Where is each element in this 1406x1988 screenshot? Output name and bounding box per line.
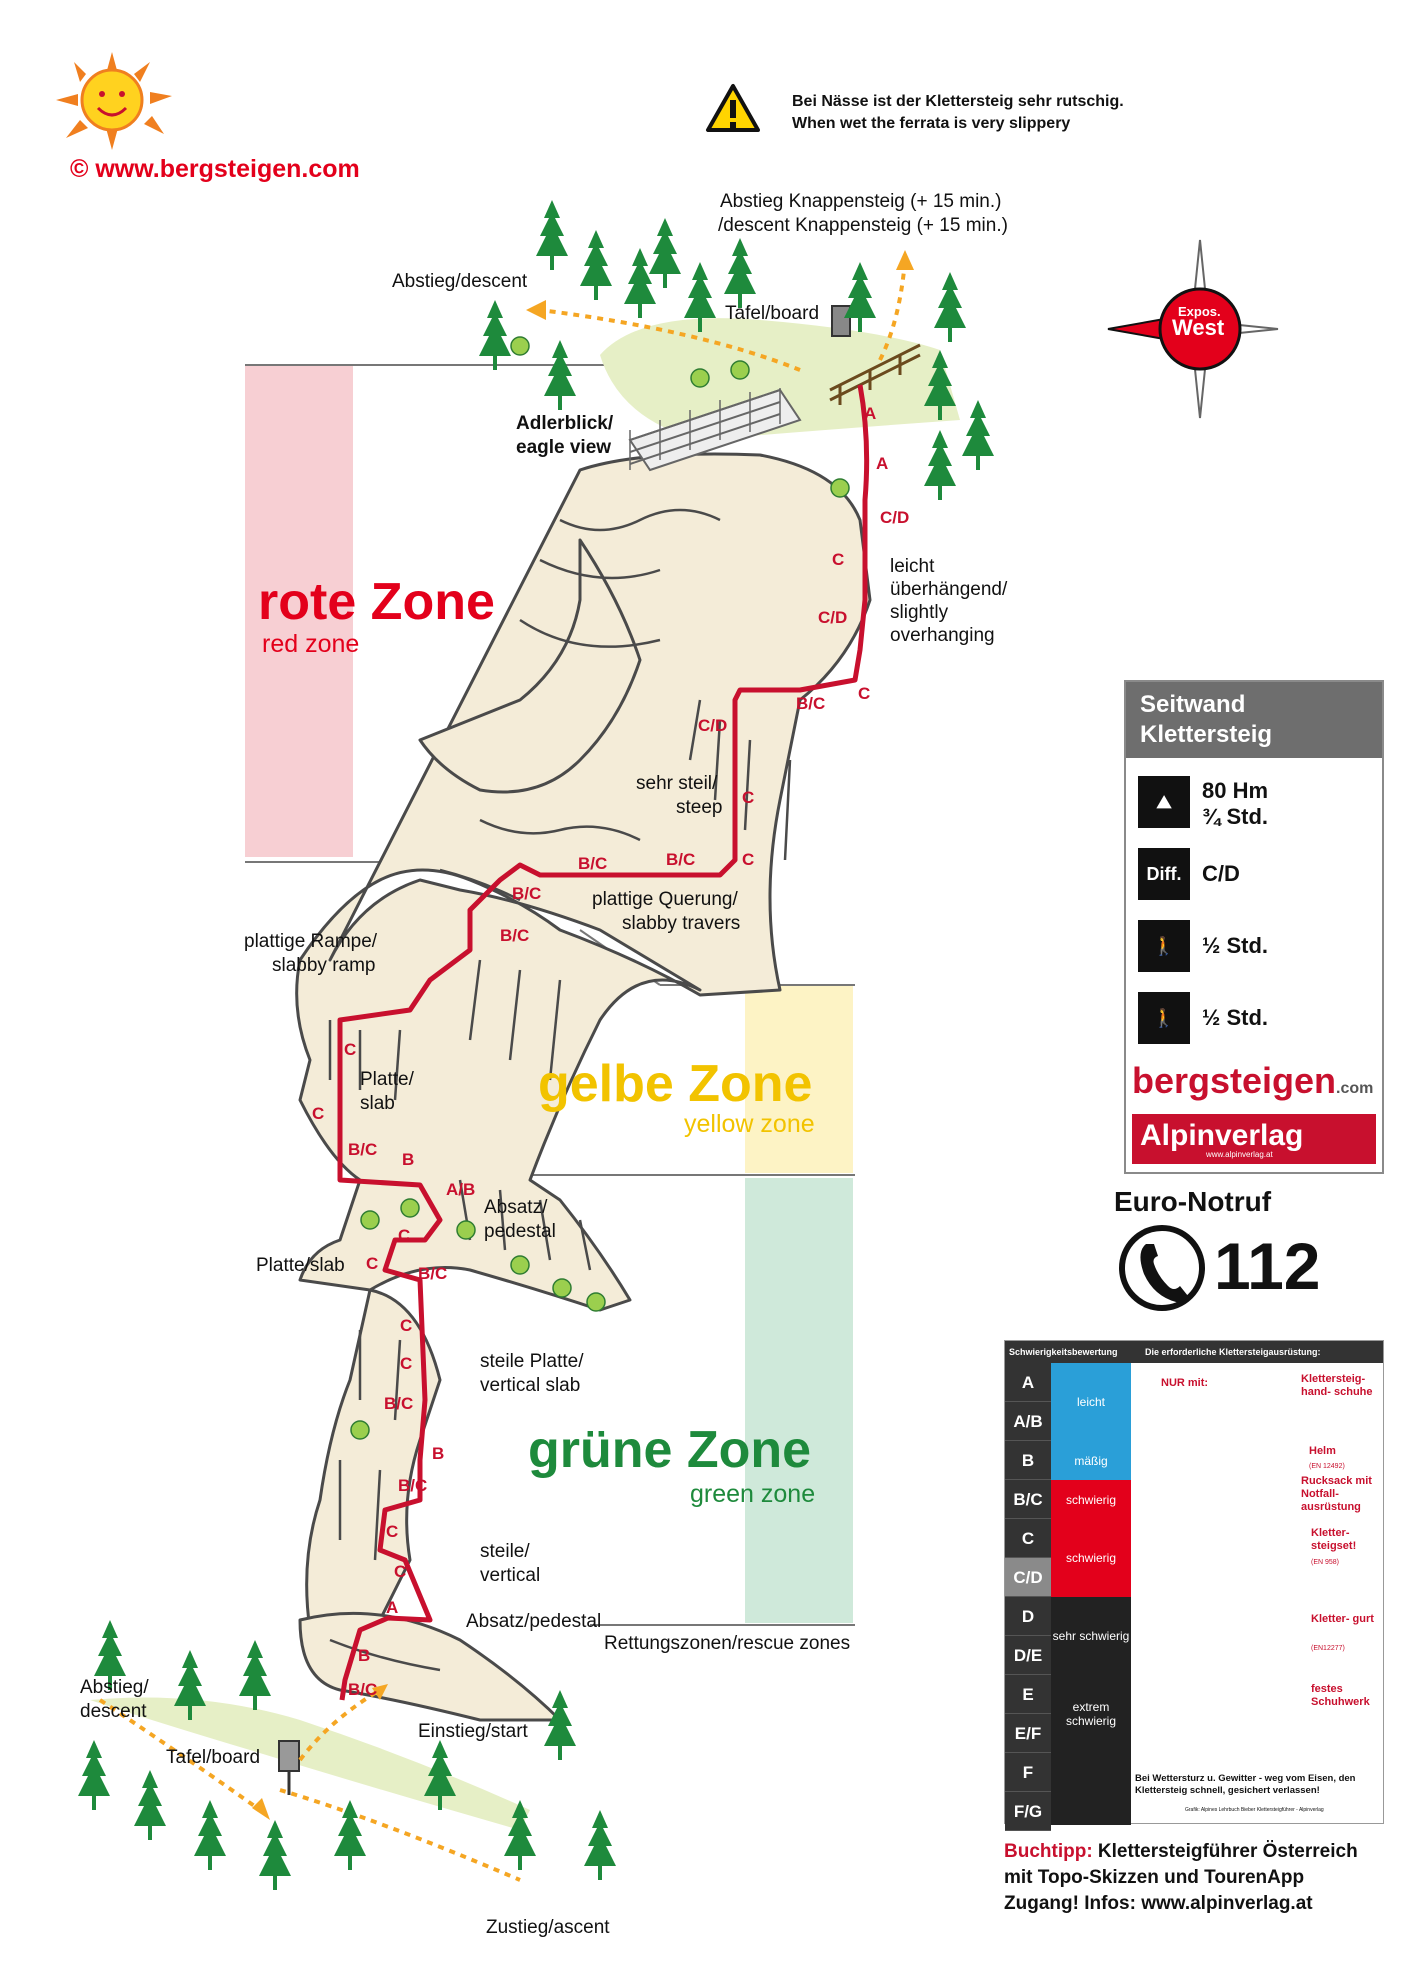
- grade-label: B/C: [348, 1140, 378, 1159]
- note-ascent: Zustieg/ascent: [486, 1917, 610, 1938]
- stat-time: ¾ Std.: [1202, 804, 1269, 829]
- base-board-icon: [279, 1741, 299, 1771]
- grade-level: F/G: [1005, 1792, 1051, 1831]
- grade-label: A: [864, 404, 877, 423]
- warning-icon: [708, 86, 758, 130]
- descent-knappen-de: Abstieg Knappensteig (+ 15 min.): [720, 191, 1002, 212]
- grade-label: C: [312, 1104, 325, 1123]
- note-steep-en: steep: [676, 797, 723, 818]
- band-very-difficult: sehr schwierig: [1051, 1597, 1131, 1675]
- publisher-url: www.alpinverlag.at: [1206, 1150, 1273, 1159]
- grade-label: B/C: [500, 926, 530, 945]
- brand-com: .com: [1336, 1080, 1374, 1097]
- note-slab2: Platte/slab: [256, 1255, 345, 1276]
- grade-level: D: [1005, 1597, 1051, 1636]
- grade-label: B/C: [578, 854, 608, 873]
- difficulty-icon: Diff.: [1138, 848, 1190, 900]
- eq-harness: Kletter- gurt: [1311, 1613, 1374, 1625]
- warning-text-en: When wet the ferrata is very slippery: [792, 115, 1071, 132]
- grade-level: B: [1005, 1441, 1051, 1480]
- grade-label: A: [386, 1598, 399, 1617]
- eq-pack: Rucksack mit Notfall- ausrüstung: [1301, 1475, 1372, 1513]
- eagle-view-label-en: eagle view: [516, 437, 612, 458]
- yellow-zone-title: gelbe Zone: [538, 1055, 813, 1113]
- grade-label: C: [742, 788, 755, 807]
- compass-expos-label: Expos.: [1178, 304, 1221, 319]
- graphic-credit: Grafik: Alpines Lehrbuch Bieber Klettersteigführer - Alpinverlag: [1185, 1807, 1324, 1813]
- stat-descent-value: ½ Std.: [1202, 1005, 1269, 1030]
- emergency-number[interactable]: 112: [1214, 1229, 1321, 1303]
- grade-label: B: [402, 1150, 415, 1169]
- grade-label: C: [400, 1354, 413, 1373]
- note-steep-de: sehr steil/: [636, 773, 718, 794]
- note-overhang-4: overhanging: [890, 625, 995, 646]
- grade-label: C: [858, 684, 871, 703]
- red-zone-title: rote Zone: [258, 573, 495, 631]
- sun-logo-icon: [56, 52, 172, 150]
- note-overhang-2: überhängend/: [890, 579, 1008, 600]
- descent-knappen-en: /descent Knappensteig (+ 15 min.): [718, 215, 1008, 236]
- eq-helmet-norm-text: (EN 12492): [1309, 1463, 1345, 1470]
- grade-level: E: [1005, 1675, 1051, 1714]
- note-vslab-en: vertical slab: [480, 1375, 581, 1396]
- yellow-zone-subtitle: yellow zone: [684, 1110, 815, 1138]
- compass-west-label: West: [1172, 315, 1225, 340]
- climbing-icon: ⛰: [1138, 776, 1190, 828]
- brand-main: bergsteigen: [1132, 1060, 1337, 1101]
- stat-height: 80 Hm: [1202, 778, 1269, 803]
- grade-level: A: [1005, 1363, 1051, 1402]
- grade-label: C/D: [880, 508, 910, 527]
- grade-label: C: [394, 1562, 407, 1581]
- card-header: [1126, 682, 1382, 758]
- note-pedestal2: Absatz/pedestal: [466, 1611, 602, 1632]
- grade-table-header: [1005, 1341, 1383, 1363]
- hiker-up-icon: 🚶: [1138, 920, 1190, 972]
- bergsteigen-logo[interactable]: [1132, 1060, 1373, 1102]
- eq-harness-norm: [1311, 1641, 1345, 1655]
- band-extreme: extrem schwierig: [1051, 1675, 1131, 1753]
- grade-label: B/C: [418, 1264, 448, 1283]
- note-pedestal1-de: Absatz/: [484, 1197, 548, 1218]
- note-overhang-1: leicht: [890, 556, 935, 577]
- book-tip-line2: mit Topo-Skizzen und TourenApp: [1004, 1867, 1305, 1888]
- stat-difficulty-value: C/D: [1202, 861, 1240, 886]
- card-title-2: Klettersteig: [1140, 721, 1273, 748]
- grade-label: B/C: [384, 1394, 414, 1413]
- emergency-title: Euro-Notruf: [1114, 1186, 1272, 1217]
- grade-level: C: [1005, 1519, 1051, 1558]
- note-slab1-en: slab: [360, 1093, 395, 1114]
- grade-equipment-table: [1004, 1340, 1384, 1824]
- note-overhang-3: slightly: [890, 602, 949, 623]
- band-easy: leicht: [1051, 1363, 1131, 1441]
- grade-label: B: [358, 1646, 371, 1665]
- band-extreme-filler: [1051, 1753, 1131, 1825]
- grade-label: B: [432, 1444, 445, 1463]
- grade-label: B/C: [796, 694, 826, 713]
- band-difficult-1: schwierig: [1051, 1480, 1131, 1519]
- descent-label-top: Abstieg/descent: [392, 271, 528, 292]
- grade-level: E/F: [1005, 1714, 1051, 1753]
- green-zone-subtitle: green zone: [690, 1480, 816, 1508]
- publisher-name: Alpinverlag: [1140, 1119, 1304, 1152]
- hiker-down-icon: 🚶: [1138, 992, 1190, 1044]
- eq-shoes: festes Schuhwerk: [1311, 1683, 1370, 1708]
- grade-table-head-right: Die erforderliche Klettersteigausrüstung:: [1145, 1347, 1321, 1357]
- note-slab1-de: Platte/: [360, 1069, 414, 1090]
- grade-label: C: [366, 1254, 379, 1273]
- red-zone-subtitle: red zone: [262, 630, 360, 658]
- grade-level: B/C: [1005, 1480, 1051, 1519]
- grade-table-head-left: Schwierigkeitsbewertung: [1009, 1347, 1118, 1357]
- grade-label: C: [386, 1522, 399, 1541]
- book-tip-line1: [1004, 1840, 1358, 1863]
- grade-label: C: [344, 1040, 357, 1059]
- note-vslab-de: steile Platte/: [480, 1351, 584, 1372]
- note-vertical-en: vertical: [480, 1565, 541, 1586]
- route-info-card: [1124, 680, 1384, 1174]
- phone-icon: [1122, 1228, 1202, 1308]
- grade-label: C: [832, 550, 845, 569]
- book-tip-text1: Klettersteigführer Österreich: [1092, 1841, 1358, 1862]
- eq-gloves: Klettersteig- hand- schuhe: [1301, 1373, 1373, 1398]
- green-zone-band: [745, 1178, 853, 1623]
- note-descent-low-1: Abstieg/: [80, 1677, 149, 1698]
- note-board-low: Tafel/board: [166, 1747, 261, 1768]
- only-with-label: NUR mit:: [1161, 1377, 1209, 1389]
- eq-set: Kletter- steigset!: [1311, 1527, 1357, 1552]
- note-vertical-de: steile/: [480, 1541, 530, 1562]
- eq-harness-norm-text: (EN12277): [1311, 1645, 1345, 1652]
- note-traverse-de: plattige Querung/: [592, 889, 738, 910]
- eq-set-norm-text: (EN 958): [1311, 1559, 1340, 1566]
- grade-level-current: C/D: [1005, 1558, 1051, 1597]
- board-label-top: Tafel/board: [725, 303, 820, 324]
- note-ramp-en: slabby ramp: [272, 955, 376, 976]
- stat-approach-value: ½ Std.: [1202, 933, 1269, 958]
- summit-board-icon: [832, 306, 850, 336]
- grade-label: C: [400, 1316, 413, 1335]
- book-tip-prefix: Buchtipp:: [1004, 1841, 1093, 1862]
- grade-label: C: [742, 850, 755, 869]
- grade-label: B/C: [512, 884, 542, 903]
- grade-label: C/D: [818, 608, 848, 627]
- grade-level: F: [1005, 1753, 1051, 1792]
- grade-label: C/D: [698, 716, 728, 735]
- band-moderate: mäßig: [1051, 1441, 1131, 1480]
- note-traverse-en: slabby travers: [622, 913, 741, 934]
- grade-label: B/C: [398, 1476, 428, 1495]
- eq-helmet-norm: [1309, 1459, 1345, 1473]
- note-start: Einstieg/start: [418, 1721, 528, 1742]
- grade-level: A/B: [1005, 1402, 1051, 1441]
- eagle-view-label-de: Adlerblick/: [516, 413, 614, 434]
- green-zone-title: grüne Zone: [528, 1421, 812, 1479]
- grade-label: C: [398, 1226, 411, 1245]
- grade-label: B/C: [666, 850, 696, 869]
- rescue-zones-label: Rettungszonen/rescue zones: [604, 1633, 851, 1654]
- grade-level: D/E: [1005, 1636, 1051, 1675]
- note-descent-low-2: descent: [80, 1701, 147, 1722]
- band-difficult-2: schwierig: [1051, 1519, 1131, 1597]
- grade-label: B/C: [348, 1680, 378, 1699]
- card-title-1: Seitwand: [1140, 691, 1246, 718]
- grade-label: A: [876, 454, 889, 473]
- storm-note: Bei Wettersturz u. Gewitter - weg vom Eisen, den Klettersteig schnell, gesichert verlassen!: [1135, 1773, 1356, 1796]
- copyright-text[interactable]: © www.bergsteigen.com: [70, 155, 360, 183]
- grade-label: A/B: [446, 1180, 476, 1199]
- note-ramp-de: plattige Rampe/: [244, 931, 378, 952]
- book-tip-line3[interactable]: Zugang! Infos: www.alpinverlag.at: [1004, 1893, 1313, 1914]
- warning-text-de: Bei Nässe ist der Klettersteig sehr rutschig.: [792, 93, 1124, 110]
- note-pedestal1-en: pedestal: [484, 1221, 556, 1242]
- eq-helmet: Helm: [1309, 1445, 1336, 1457]
- eq-set-norm: [1311, 1555, 1339, 1569]
